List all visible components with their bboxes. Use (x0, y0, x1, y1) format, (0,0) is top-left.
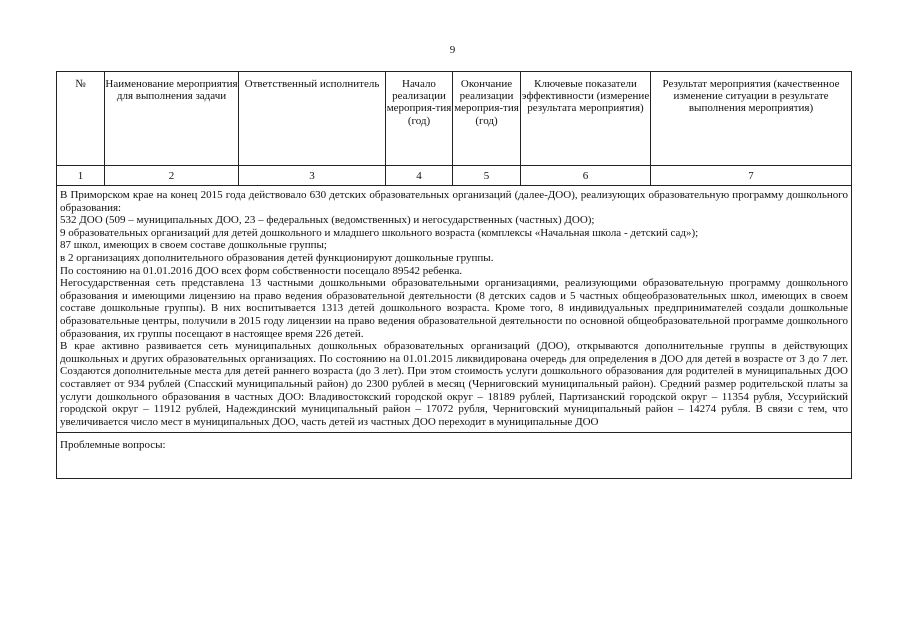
header-cell-number: № (57, 72, 105, 166)
header-row (57, 72, 852, 166)
header-cell-responsible: Ответственный исполнитель (239, 72, 386, 166)
problems-label: Проблемные вопросы: (57, 433, 852, 479)
column-number-5: 5 (453, 166, 521, 186)
body-paragraph: в 2 организациях дополнительного образования детей функционируют дошкольные группы. (60, 251, 494, 264)
column-number-7: 7 (651, 166, 852, 186)
situation-description-cell (57, 186, 852, 433)
column-number-3: 3 (239, 166, 386, 186)
body-paragraph: 9 образовательных организаций для детей дошкольного и младшего школьного возраста (комплексы «Начальная школа - детский сад»); (60, 226, 699, 239)
column-number-2: 2 (105, 166, 239, 186)
body-paragraph: В крае активно развивается сеть муниципальных дошкольных образовательных организаций (ДОО), открываются дополнительные группы в действующих дошкольных и других образовательных организациях. По состоянию на 01.01.2015 ликвидирована очередь для определения в ДОО для детей в возрасте от 3 до 7 лет. Создаются дополнительные места для детей раннего возраста (до 3 лет). При этом стоимость услуги дошкольного образования для родителей в муниципальных ДОО составляет от 934 рублей (Спасский муниципальный район) до 2300 рублей в месяц (Черниговский муниципальный район). Средний размер родительской платы за услуги дошкольного образования в частных ДОО: Владивостокский городской округ – 18189 рублей, Партизанский городской округ – 11354 рубля, Уссурийский городской округ – 11912 рублей, Надеждинский муниципальный район – 17072 рубля, Черниговский муниципальный район – 14274 рубля. В связи с тем, что увеличивается число мест в муниципальных ДОО, часть детей из частных ДОО переходит в муниципальные ДОО (60, 340, 848, 428)
header-cell-end-year: Окончание реализации мероприя-тия (год) (453, 72, 521, 166)
body-paragraph: По состоянию на 01.01.2016 ДОО всех форм собственности посещало 89542 ребенка. (60, 264, 463, 277)
body-paragraph: В Приморском крае на конец 2015 года действовало 630 детских образовательных организаций (далее-ДОО), реализующих образовательную программу дошкольного образования: (60, 189, 848, 214)
column-number-6: 6 (521, 166, 651, 186)
body-paragraph: 532 ДОО (509 – муниципальных ДОО, 23 – федеральных (ведомственных) и негосударственных (частных) ДОО); (60, 214, 595, 227)
column-number-1: 1 (57, 166, 105, 186)
page-number: 9 (449, 44, 456, 56)
header-cell-start-year: Начало реализации мероприя-тия (год) (386, 72, 453, 166)
body-paragraph: 87 школ, имеющих в своем составе дошкольные группы; (60, 239, 327, 252)
situation-description-row (57, 186, 852, 433)
header-cell-key-indicators: Ключевые показатели эффективности (измерение результата мероприятия) (521, 72, 651, 166)
header-cell-activity-name: Наименование мероприятия для выполнения задачи (105, 72, 239, 166)
body-paragraph: Негосударственная сеть представлена 13 частными дошкольными образовательными организациями, реализующими образовательную программу дошкольного образования и имеющими лицензию на право ведения образовательной деятельности (8 детских садов и 5 частных общеобразовательных школ, имеющих в своем составе дошкольные группы). В них воспитывается 1313 детей дошкольного возраста. Кроме того, 8 индивидуальных предпринимателей создали дошкольные образовательные центры, получили в 2015 году лицензии на право ведения образовательной деятельности по основной общеобразовательной программе дошкольного образования, их группы посещают в настоящее время 226 детей. (60, 277, 848, 340)
activities-table (56, 71, 852, 479)
problems-row (57, 433, 852, 479)
column-number-row (57, 166, 852, 186)
column-number-4: 4 (386, 166, 453, 186)
header-cell-result: Результат мероприятия (качественное изменение ситуации в результате выполнения мероприятия) (651, 72, 852, 166)
